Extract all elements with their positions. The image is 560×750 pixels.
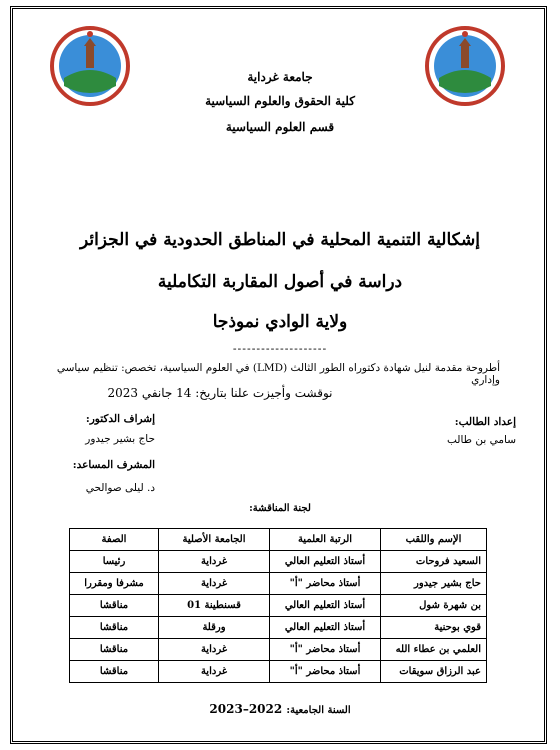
jury-university: ورقلة (159, 617, 270, 639)
jury-university: قسنطينة 01 (159, 595, 270, 617)
university-name: جامعة غرداية (247, 70, 313, 84)
academic-year-label: السنة الجامعية: (286, 705, 351, 716)
committee-label: لجنة المناقشة: (249, 503, 311, 514)
jury-role: مناقشا (70, 661, 159, 683)
separator: -------------------- (232, 342, 328, 355)
jury-university: غرداية (159, 661, 270, 683)
jury-university: غرداية (159, 639, 270, 661)
defense-date: نوقشت وأجيزت علنا بتاريخ: 14 جانفي 2023 (107, 386, 333, 400)
jury-name: السعيد فروحات (381, 551, 487, 573)
table-row (70, 573, 487, 595)
jury-role: مناقشا (70, 595, 159, 617)
jury-name: عبد الرزاق سويقات (381, 661, 487, 683)
jury-rank: أستاذ التعليم العالي (270, 551, 381, 573)
jury-rank: أستاذ محاضر "أ" (270, 639, 381, 661)
table-row (70, 595, 487, 617)
table-row (70, 617, 487, 639)
jury-table (69, 528, 487, 683)
jury-university: غرداية (159, 573, 270, 595)
jury-name: العلمي بن عطاء الله (381, 639, 487, 661)
header-university: الجامعة الأصلية (159, 529, 270, 551)
student-label: إعداد الطالب: (454, 416, 516, 428)
supervisor-label: إشراف الدكتور: (85, 413, 155, 425)
jury-role: مناقشا (70, 639, 159, 661)
student-name: سامي بن طالب (446, 434, 516, 446)
jury-table-header (70, 529, 487, 551)
department-name: قسم العلوم السياسية (225, 120, 335, 134)
assistant-supervisor-label: المشرف المساعد: (72, 459, 155, 471)
table-row (70, 551, 487, 573)
table-row (70, 661, 487, 683)
jury-name: حاج بشير جيدور (381, 573, 487, 595)
thesis-title-line1: إشكالية التنمية المحلية في المناطق الحدودية في الجزائر (79, 230, 481, 250)
header-role: الصفة (70, 529, 159, 551)
academic-year (0, 702, 560, 716)
header-rank: الرتبة العلمية (270, 529, 381, 551)
jury-name: بن شهرة شول (381, 595, 487, 617)
jury-rank: أستاذ محاضر "أ" (270, 661, 381, 683)
jury-role: مشرفا ومقررا (70, 573, 159, 595)
thesis-title-line3: ولاية الوادي نموذجا (212, 312, 348, 332)
header-name: الإسم واللقب (381, 529, 487, 551)
faculty-name: كلية الحقوق والعلوم السياسية (205, 94, 355, 108)
jury-rank: أستاذ التعليم العالي (270, 595, 381, 617)
thesis-title-line2: دراسة في أصول المقاربة التكاملية (157, 272, 403, 292)
jury-name: قوي بوحنية (381, 617, 487, 639)
jury-university: غرداية (159, 551, 270, 573)
jury-rank: أستاذ التعليم العالي (270, 617, 381, 639)
assistant-supervisor-name: د. ليلى صوالحي (85, 482, 155, 494)
jury-rank: أستاذ محاضر "أ" (270, 573, 381, 595)
table-row (70, 639, 487, 661)
academic-year-value: 2022–2023 (209, 702, 283, 716)
jury-role: رئيسا (70, 551, 159, 573)
thesis-note: أطروحة مقدمة لنيل شهادة دكتوراه الطور الثالث (LMD) في العلوم السياسية، تخصص: تنظيم سياسي وإداري (56, 362, 500, 386)
jury-role: مناقشا (70, 617, 159, 639)
supervisor-name: حاج بشير جيدور (85, 433, 155, 445)
